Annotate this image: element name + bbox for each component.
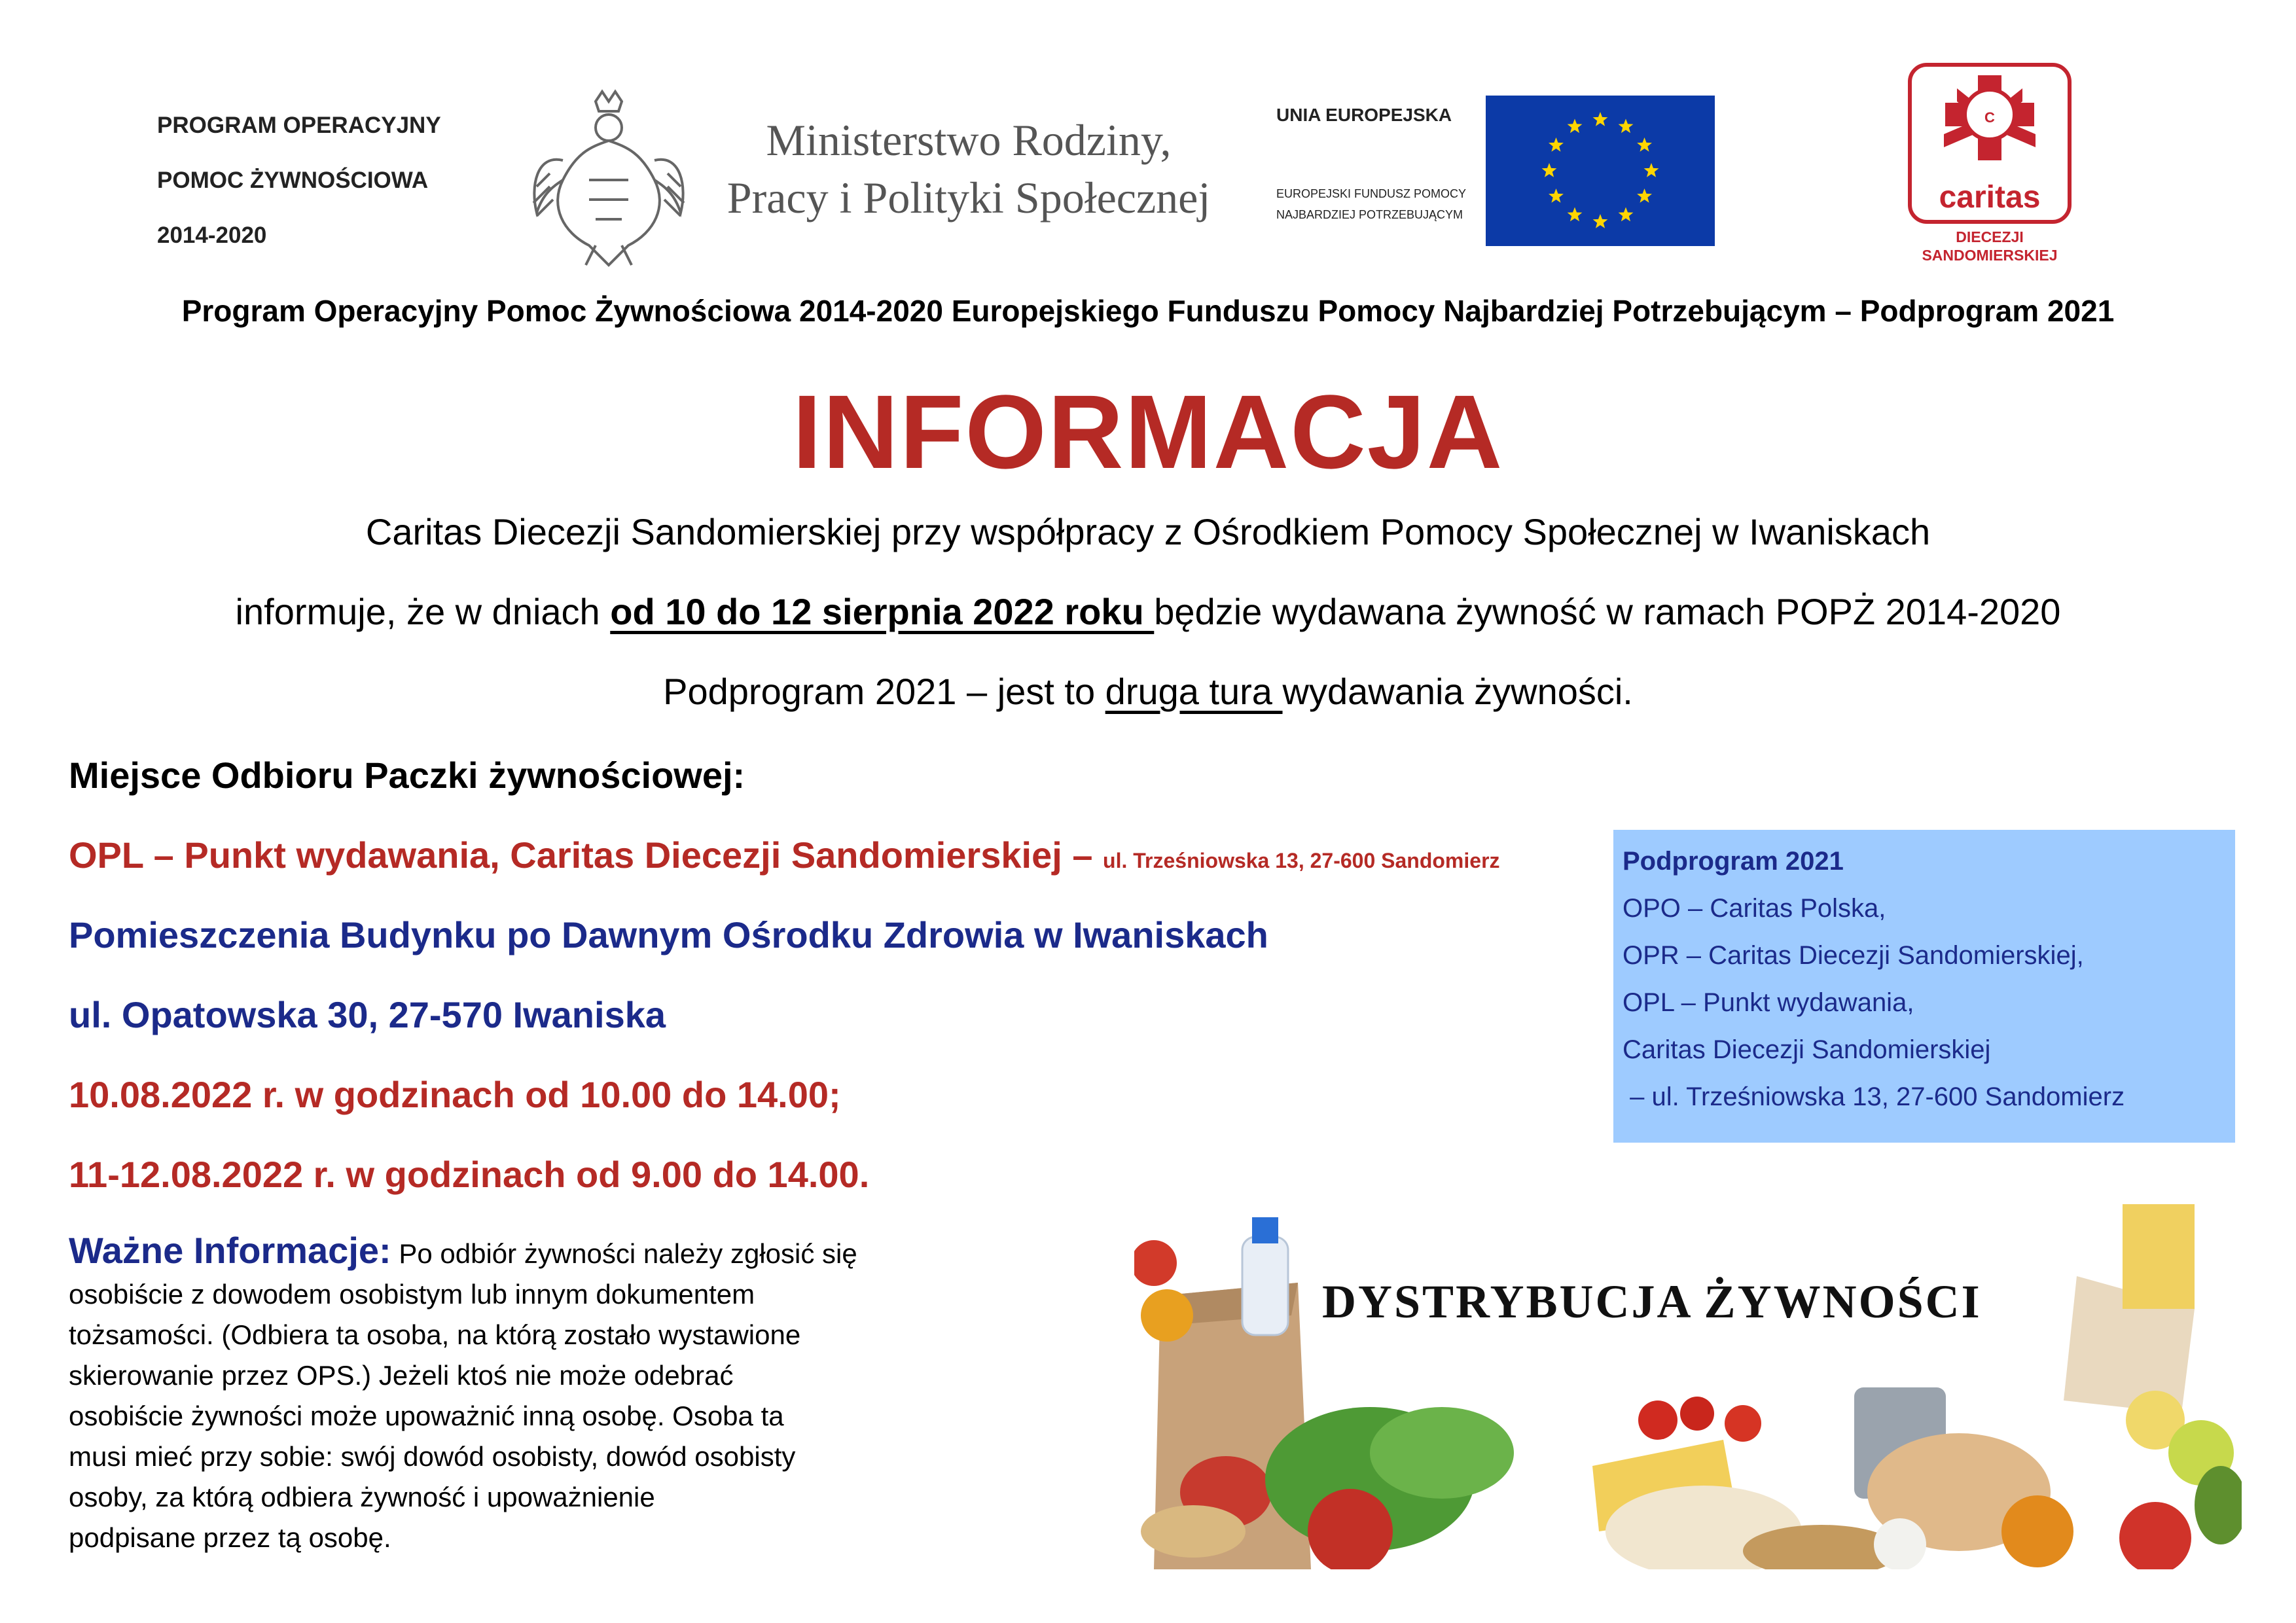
eu-subtitle (1276, 183, 1486, 225)
subprogram-box-title: Podprogram 2021 (1623, 847, 1844, 876)
important-line-6: musi mieć przy sobie: swój dowód osobisty, dowód osobisty (69, 1441, 796, 1472)
polish-eagle-emblem (524, 82, 694, 272)
food-distribution-banner (1134, 1204, 2242, 1569)
program-line: Program Operacyjny Pomoc Żywnościowa 2014-2020 Europejskiego Funduszu Pomocy Najbardziej Potrzebującym – Podprogram 2021 (181, 294, 2115, 328)
distribution-dates: od 10 do 12 sierpnia 2022 roku (610, 591, 1155, 632)
ministry-name (700, 111, 1237, 226)
hours-line-2: 11-12.08.2022 r. w godzinach od 9.00 do 14.00. (69, 1154, 870, 1195)
opl-main: OPL – Punkt wydawania, Caritas Diecezji Sandomierskiej – (69, 834, 1103, 876)
intro-line-3-pre: Podprogram 2021 – jest to (663, 671, 1105, 712)
opl-address: ul. Trześniowska 13, 27-600 Sandomierz (1103, 849, 1500, 872)
caritas-caption-line-1: DIECEZJI (1956, 228, 2024, 245)
subprogram-box-line-5: – ul. Trześniowska 13, 27-600 Sandomierz (1623, 1082, 2125, 1111)
intro-line-2-pre: informuje, że w dniach (235, 591, 611, 632)
svg-text:C: C (1984, 109, 1995, 126)
important-line-3: tożsamości. (Odbiera ta osoba, na którą zostało wystawione (69, 1319, 801, 1350)
eu-title: UNIA EUROPEJSKA (1276, 105, 1452, 125)
pickup-heading: Miejsce Odbioru Paczki żywnościowej: (69, 755, 745, 796)
subprogram-box-line-4: Caritas Diecezji Sandomierskiej (1623, 1035, 1991, 1064)
intro-line-2-post: będzie wydawana żywność w ramach POPŻ 2014-2020 (1154, 591, 2061, 632)
building-line: Pomieszczenia Budynku po Dawnym Ośrodku Zdrowia w Iwaniskach (69, 914, 1268, 955)
important-info (69, 1230, 933, 1558)
intro-line-1: Caritas Diecezji Sandomierskiej przy współpracy z Ośrodkiem Pomocy Społecznej w Iwaniskach (365, 511, 1931, 552)
food-banner-title: DYSTRYBUCJA ŻYWNOŚCI (1322, 1275, 1982, 1328)
program-line-2: POMOC ŻYWNOŚCIOWA (157, 168, 429, 193)
important-line-5: osobiście żywności może upoważnić inną osobę. Osoba ta (69, 1400, 784, 1431)
important-line-2: osobiście z dowodem osobistym lub innym dokumentem (69, 1279, 755, 1310)
opl-line (69, 832, 1500, 883)
important-line-4: skierowanie przez OPS.) Jeżeli ktoś nie może odebrać (69, 1360, 734, 1391)
page-title: INFORMACJA (792, 373, 1504, 490)
subprogram-box-line-3: OPL – Punkt wydawania, (1623, 988, 1914, 1017)
important-line-8: podpisane przez tą osobę. (69, 1522, 391, 1553)
important-line-7: osoby, za którą odbiera żywność i upoważnienie (69, 1482, 655, 1512)
program-line-1: PROGRAM OPERACYJNY (157, 113, 441, 138)
eu-subtitle-line-1: EUROPEJSKI FUNDUSZ POMOCY (1276, 187, 1467, 200)
intro-line-3-post: wydawania żywności. (1282, 671, 1633, 712)
important-heading: Ważne Informacje: (69, 1230, 391, 1271)
second-round: druga tura (1105, 671, 1283, 712)
subprogram-box (1613, 830, 2235, 1143)
eu-flag-icon (1486, 96, 1715, 246)
caritas-logo-text: caritas (1939, 180, 2041, 215)
program-line-3: 2014-2020 (157, 223, 267, 248)
important-line-1: Po odbiór żywności należy zgłosić się (391, 1238, 857, 1269)
intro-line-3 (0, 669, 2296, 715)
hours-line-1: 10.08.2022 r. w godzinach od 10.00 do 14.00; (69, 1074, 841, 1115)
ministry-line-1: Ministerstwo Rodziny, (766, 115, 1172, 165)
street-line: ul. Opatowska 30, 27-570 Iwaniska (69, 994, 666, 1035)
intro-line-2 (0, 589, 2296, 635)
eu-subtitle-line-2: NAJBARDZIEJ POTRZEBUJĄCYM (1276, 208, 1463, 221)
ministry-line-2: Pracy i Polityki Społecznej (726, 173, 1211, 223)
program-logo-text (157, 98, 497, 263)
caritas-caption (1898, 228, 2081, 264)
subprogram-box-line-1: OPO – Caritas Polska, (1623, 894, 1886, 923)
subprogram-box-line-2: OPR – Caritas Diecezji Sandomierskiej, (1623, 941, 2084, 970)
caritas-caption-line-2: SANDOMIERSKIEJ (1922, 247, 2058, 264)
